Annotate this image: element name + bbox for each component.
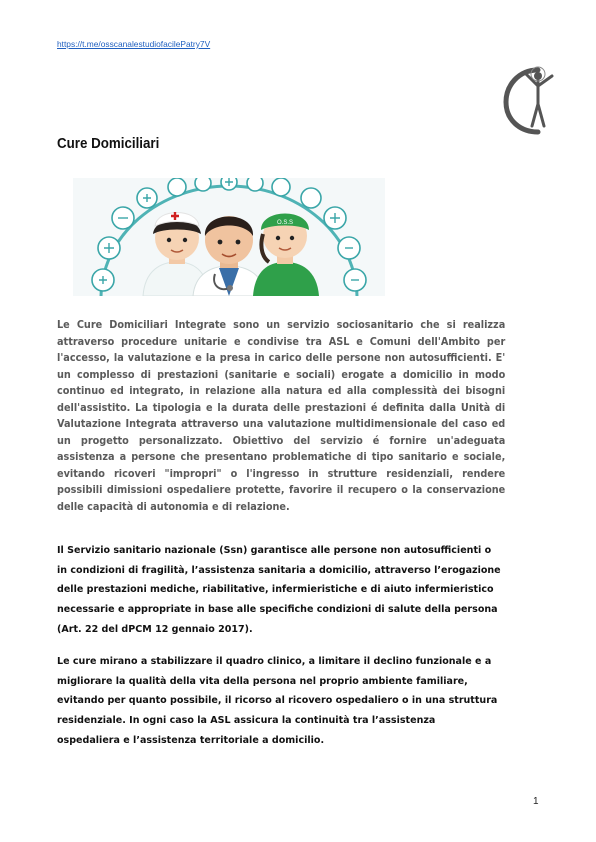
- oss-badge-label: O.S.S: [276, 220, 294, 226]
- intro-paragraph: Le Cure Domiciliari Integrate sono un servizio sociosanitario che si realizza attraverso procedure unitarie e condivise tra ASL e Comuni dell'Ambito per l'accesso, la valutazione e la presa in carico delle persone non autosufficienti. E' un complesso di prestazioni (sanitarie e sociali) erogate a domicilio in modo continuo ed integrato, in relazione alla natura ed alla complessità dei bisogni dell'assistito. La tipologia e la durata delle prestazioni é definita dalla Unità di Valutazione Integrata attraverso una valutazione multidimensionale del caso ed un progetto personalizzato. Obiettivo del servizio é fornire un'adeguata assistenza a persone che presentano problematiche di tipo sanitario e sociale, evitando ricoveri "impropri" o l'ingresso in strutture residenziali, rendere possibili dimissioni ospedaliere protette, favorire il recupero o la conservazione delle capacità di autonomia e di relazione.: [57, 319, 506, 513]
- home-care-illustration: [73, 178, 385, 296]
- goals-paragraph: Le cure mirano a stabilizzare il quadro clinico, a limitare il declino funzionale e a migliorare la qualità della vita della persona nel proprio ambiente familiare, evitando per quanto possibile, il ricorso al ricovero ospedaliero o in una struttura residenziale. In ogni caso la ASL assicura la continuità tra l’assistenza ospedaliera e l’assistenza territoriale a domicilio.: [57, 656, 498, 746]
- logo-icon: [500, 64, 564, 136]
- page-title: Cure Domiciliari: [57, 136, 160, 152]
- ssn-paragraph: Il Servizio sanitario nazionale (Ssn) garantisce alle persone non autosufficienti o in condizioni di fragilità, l’assistenza sanitaria a domicilio, attraverso l’erogazione delle prestazioni mediche, riabilitative, infermieristiche e di aiuto infermieristico necessarie e appropriate in base alle specifiche condizioni di salute della persona (Art. 22 del dPCM 12 gennaio 2017).: [57, 545, 501, 635]
- header-link[interactable]: https://t.me/osscanalestudiofacilePatry7V: [57, 39, 211, 49]
- page-number: 1: [533, 796, 539, 807]
